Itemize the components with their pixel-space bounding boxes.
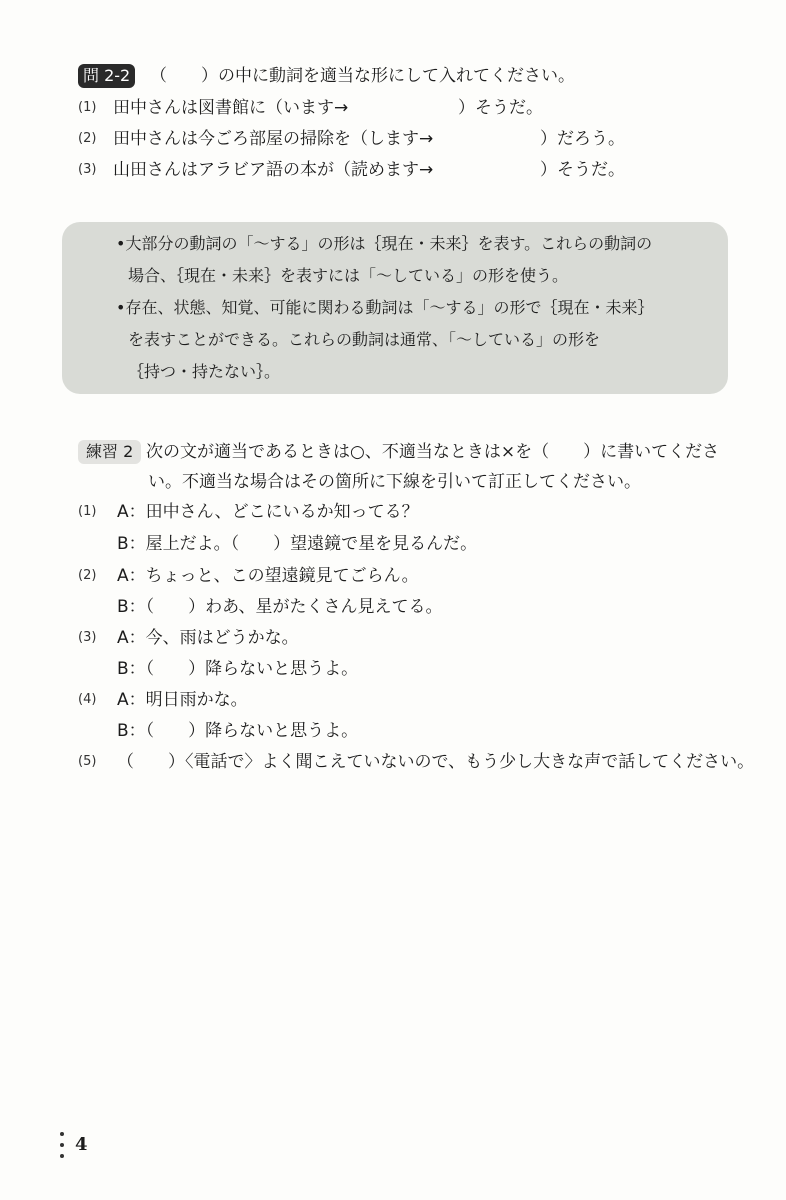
item-text: 山田さんはアラビア語の本が（読めます→ — [113, 160, 434, 180]
item-number: (4) — [78, 692, 97, 707]
dialogue-b: B：（ ）降らないと思うよ。 — [117, 659, 359, 679]
item-number: (3) — [78, 630, 97, 645]
note-bullet-1-line-2: 場合、｛現在・未来｝を表すには「～している」の形を使う。 — [128, 266, 569, 285]
dialogue-b: B：（ ）わあ、星がたくさん見えてる。 — [117, 597, 443, 617]
dialogue-a: A：田中さん、どこにいるか知ってる？ — [117, 502, 419, 522]
dialogue-a: （ ）〈電話で〉よく聞こえていないので、もう少し大きな声で話してください。 — [117, 752, 755, 772]
item-number: (2) — [78, 131, 97, 146]
note-bullet-1-line-1: •大部分の動詞の「～する」の形は｛現在・未来｝を表す。これらの動詞の — [116, 234, 653, 253]
dialogue-a: A：今、雨はどうかな。 — [117, 628, 299, 648]
note-bullet-2-line-2: を表すことができる。これらの動詞は通常、「～している」の形を — [128, 330, 601, 349]
dialogue-a: A：ちょっと、この望遠鏡見てごらん。 — [117, 566, 419, 586]
exercise-instruction-line-2: い。不適当な場合はその箇所に下線を引いて訂正してください。 — [148, 472, 641, 492]
item-end: ）だろう。 — [540, 129, 625, 149]
dialogue-b: B：屋上だよ。（ ）望遠鏡で星を見るんだ。 — [117, 534, 478, 554]
page-dots-decoration — [60, 1132, 64, 1165]
item-number: (5) — [78, 754, 97, 769]
dialogue-b: B：（ ）降らないと思うよ。 — [117, 721, 359, 741]
item-number: (1) — [78, 100, 97, 115]
question-instruction: （ ）の中に動詞を適当な形にして入れてください。 — [150, 66, 575, 86]
item-end: ）そうだ。 — [540, 160, 625, 180]
item-number: (1) — [78, 504, 97, 519]
dialogue-a: A：明日雨かな。 — [117, 690, 248, 710]
page-number: 4 — [75, 1134, 88, 1155]
exercise-badge: 練習 2 — [78, 440, 141, 464]
item-number: (2) — [78, 568, 97, 583]
item-text: 田中さんは今ごろ部屋の掃除を（します→ — [113, 129, 434, 149]
note-bullet-2-line-3: ｛持つ・持たない｝。 — [128, 362, 281, 381]
question-badge: 問 2-2 — [78, 64, 135, 88]
item-text: 田中さんは図書館に（います→ — [113, 98, 349, 118]
item-number: (3) — [78, 162, 97, 177]
note-bullet-2-line-1: •存在、状態、知覚、可能に関わる動詞は「～する」の形で｛現在・未来｝ — [116, 298, 654, 317]
exercise-instruction-line-1: 次の文が適当であるときは○、不適当なときは×を（ ）に書いてくださ — [146, 442, 720, 462]
item-end: ）そうだ。 — [458, 98, 543, 118]
